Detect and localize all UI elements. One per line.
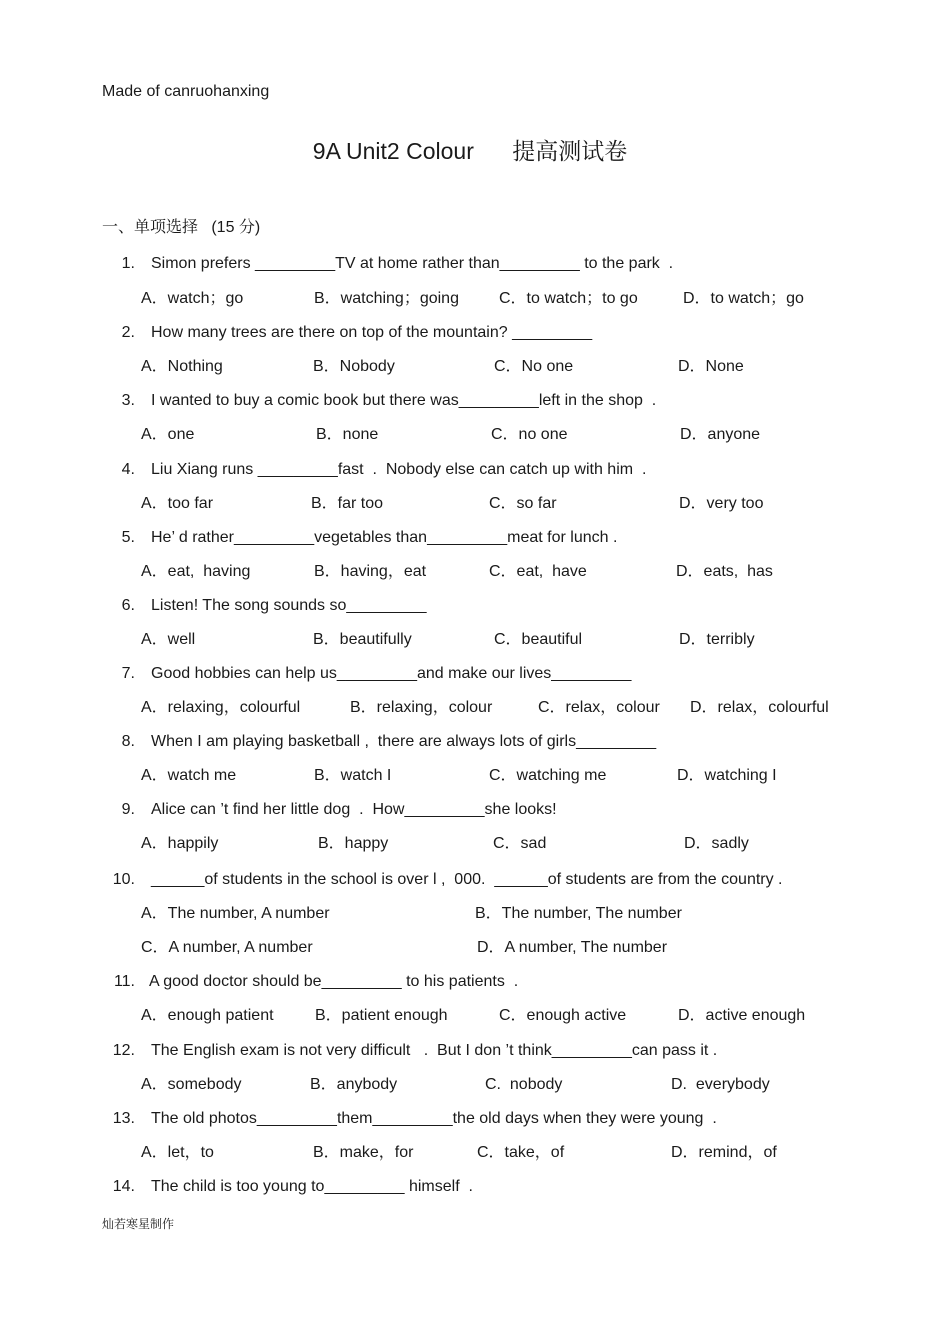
question-number: 6.: [121, 597, 135, 614]
option-c: C．watching me: [489, 767, 607, 784]
question-number: 11.: [113, 973, 135, 990]
question-number: 12.: [112, 1042, 135, 1059]
option-c: C．sad: [493, 835, 547, 852]
option-b: B．Nobody: [313, 358, 395, 375]
option-c: C．take，of: [477, 1144, 565, 1161]
question-number: 10.: [112, 871, 135, 888]
option-b: B．beautifully: [313, 631, 412, 648]
option-b: B．none: [316, 426, 379, 443]
question-number: 3.: [121, 392, 135, 409]
option-b: B．relaxing，colour: [350, 699, 493, 716]
page-footer: 灿若寒星制作: [102, 1217, 175, 1231]
option-a: A．one: [141, 426, 195, 443]
question-text: ______of students in the school is over l , 000. ______of students are from the country .: [151, 871, 783, 888]
option-b: B．watching；going: [314, 290, 459, 307]
option-d: D. everybody: [671, 1076, 770, 1093]
question-number: 8.: [121, 733, 135, 750]
question-text: Good hobbies can help us_________and make our lives_________: [151, 665, 632, 682]
question-text: The child is too young to_________ himself .: [151, 1178, 473, 1195]
option-d: D．relax，colourful: [690, 699, 829, 716]
option-a: A．eat, having: [141, 563, 251, 580]
option-b: B．patient enough: [315, 1007, 448, 1024]
option-d: D．remind，of: [671, 1144, 777, 1161]
section-title: 一、单项选择 (15 分): [102, 219, 261, 236]
option-c: C．relax，colour: [538, 699, 660, 716]
question-text: I wanted to buy a comic book but there was_________left in the shop .: [151, 392, 657, 409]
option-a: A．well: [141, 631, 196, 648]
option-d: D．to watch；go: [683, 290, 804, 307]
option-d: D．sadly: [684, 835, 749, 852]
option-d: D．terribly: [679, 631, 755, 648]
question-text: How many trees are there on top of the mountain? _________: [151, 324, 593, 341]
question-text: Listen! The song sounds so_________: [151, 597, 427, 614]
option-b: B．anybody: [310, 1076, 398, 1093]
option-a: A．The number, A number: [141, 905, 330, 922]
question-number: 14.: [112, 1178, 135, 1195]
option-b: B．having，eat: [314, 563, 427, 580]
question-text: Simon prefers _________TV at home rather than_________ to the park .: [151, 255, 674, 272]
option-c: C．beautiful: [494, 631, 583, 648]
option-b: B．The number, The number: [475, 905, 682, 922]
question-number: 5.: [121, 529, 135, 546]
option-c: C. nobody: [485, 1076, 563, 1093]
option-d: D．None: [678, 358, 744, 375]
option-a: A．enough patient: [141, 1007, 274, 1024]
option-b: B．watch I: [314, 767, 392, 784]
option-a: A．let，to: [141, 1144, 214, 1161]
question-number: 9.: [121, 801, 135, 818]
question-number: 4.: [121, 461, 135, 478]
option-c: C．enough active: [499, 1007, 627, 1024]
option-c: C．eat, have: [489, 563, 587, 580]
option-b: B．far too: [311, 495, 384, 512]
option-d: D．eats, has: [676, 563, 773, 580]
question-text: Alice can ’t find her little dog . How_________she looks!: [151, 801, 557, 818]
option-d: D．A number, The number: [477, 939, 668, 956]
option-b: B．happy: [318, 835, 389, 852]
question-text: A good doctor should be_________ to his patients .: [149, 973, 519, 990]
question-number: 13.: [112, 1110, 135, 1127]
option-c: C．A number, A number: [141, 939, 313, 956]
option-a: A．relaxing，colourful: [141, 699, 301, 716]
option-a: A．too far: [141, 495, 214, 512]
question-text: The old photos_________them_________the old days when they were young .: [151, 1110, 717, 1127]
question-text: Liu Xiang runs _________fast . Nobody else can catch up with him .: [151, 461, 647, 478]
question-number: 2.: [121, 324, 135, 341]
question-number: 7.: [121, 665, 135, 682]
option-c: C．No one: [494, 358, 574, 375]
page-title: 9A Unit2 Colour 提高测试卷: [312, 138, 628, 164]
option-c: C．no one: [491, 426, 568, 443]
option-d: D．active enough: [678, 1007, 806, 1024]
option-b: B．make，for: [313, 1144, 414, 1161]
option-d: D．watching I: [677, 767, 777, 784]
option-a: A．Nothing: [141, 358, 223, 375]
option-c: C．to watch；to go: [499, 290, 638, 307]
option-a: A．watch；go: [141, 290, 244, 307]
option-c: C．so far: [489, 495, 557, 512]
option-a: A．happily: [141, 835, 219, 852]
question-text: When I am playing basketball , there are always lots of girls_________: [151, 733, 657, 750]
question-number: 1.: [121, 255, 135, 272]
question-text: The English exam is not very difficult . But I don ’t think_________can pass it .: [151, 1042, 718, 1059]
option-a: A．watch me: [141, 767, 237, 784]
question-text: He’ d rather_________vegetables than_________meat for lunch .: [151, 529, 618, 546]
page-header: Made of canruohanxing: [102, 83, 270, 100]
option-a: A．somebody: [141, 1076, 242, 1093]
option-d: D．anyone: [680, 426, 761, 443]
option-d: D．very too: [679, 495, 764, 512]
